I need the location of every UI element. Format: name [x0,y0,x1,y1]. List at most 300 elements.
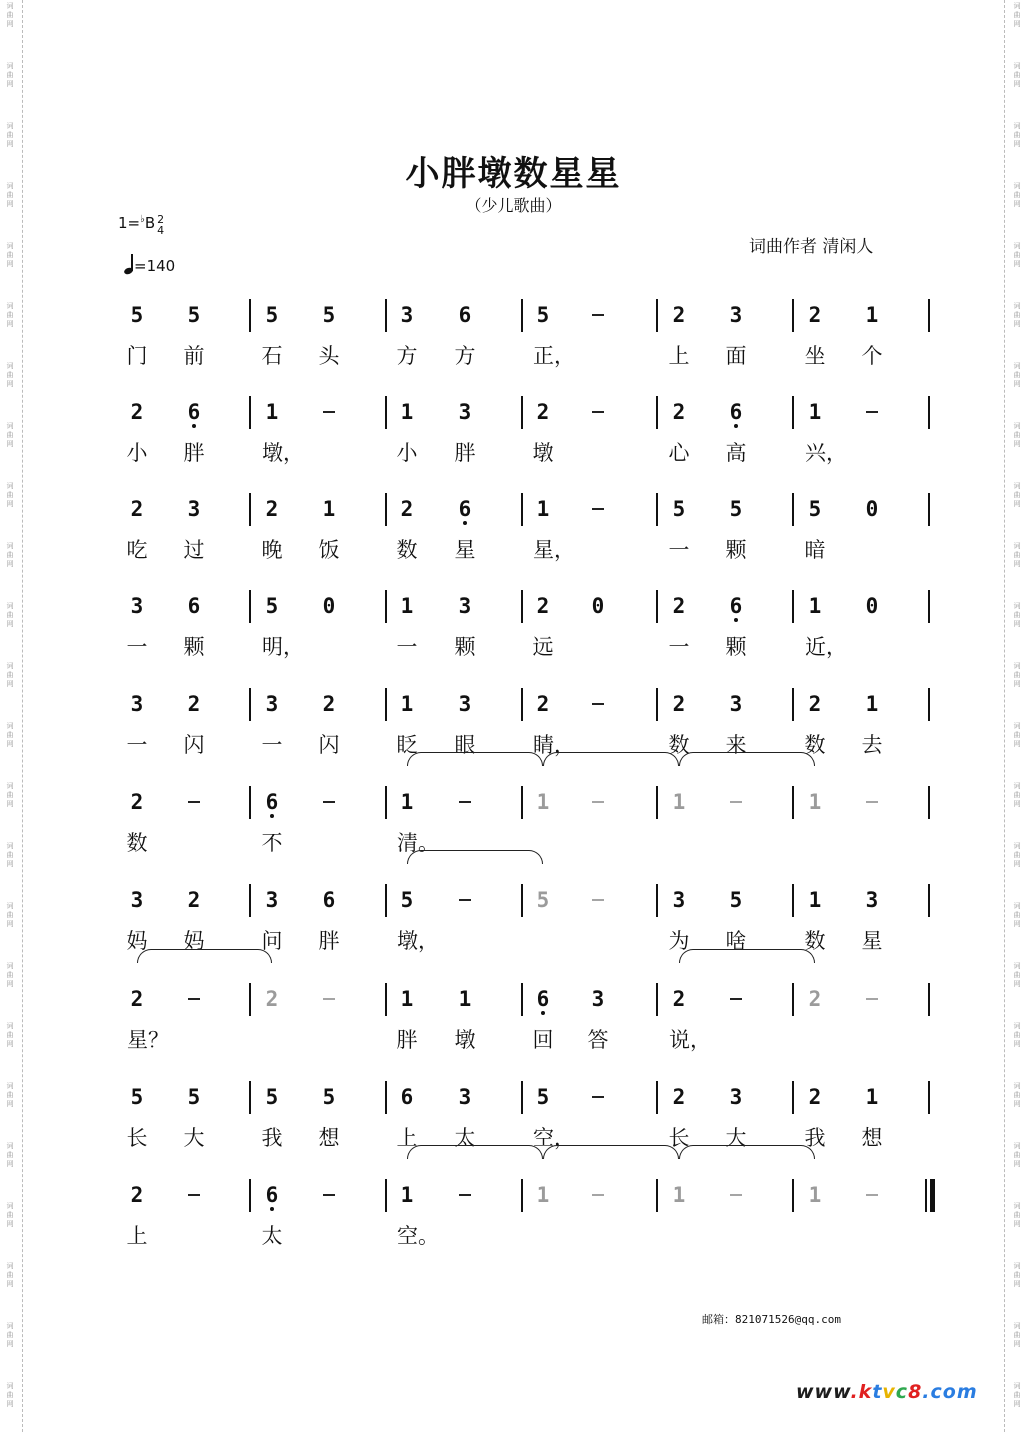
tie-arc [407,1145,543,1159]
logo-k: k [858,1381,873,1403]
barline [249,688,251,721]
time-bottom: 4 [157,224,165,237]
lyric-syllable: 小 [396,441,418,465]
note: 3 [130,594,144,618]
watermark-stamp: 词 曲 网 [1013,962,1021,988]
lyric-syllable: 墩， [262,441,304,465]
barline [385,983,387,1016]
extension-dash [592,508,604,510]
watermark-stamp: 词 曲 网 [1013,542,1021,568]
lyric-syllable: 一 [668,538,690,562]
lyric-syllable: 头 [318,344,340,368]
note: 1 [672,1183,686,1207]
lyric-syllable: 数 [804,929,826,953]
lyric-syllable: 我 [261,1126,283,1150]
lower-octave-dot [734,618,738,622]
barline [928,884,930,917]
extension-dash [592,899,604,901]
note: 2 [672,400,686,424]
extension-dash [866,411,878,413]
watermark-stamp: 词 曲 网 [6,722,14,748]
note: 1 [265,400,279,424]
watermark-stamp: 词 曲 网 [1013,722,1021,748]
note: 3 [265,692,279,716]
note: 1 [400,692,414,716]
note: 2 [130,497,144,521]
watermark-stamp: 词 曲 网 [6,662,14,688]
lyric-syllable: 眨 [396,733,418,757]
note: 5 [265,594,279,618]
note: 2 [130,987,144,1011]
lyric-syllable: 眼 [454,733,476,757]
lower-octave-dot [541,1011,545,1015]
lyric-syllable: 前 [183,344,205,368]
note: 6 [721,594,751,618]
note: 3 [265,888,279,912]
watermark-stamp: 词 曲 网 [6,962,14,988]
watermark-stamp: 词 曲 网 [1013,1142,1021,1168]
watermark-stamp: 词 曲 网 [6,1322,14,1348]
lyric-syllable: 一 [261,733,283,757]
note: 2 [130,790,144,814]
barline [792,1179,794,1212]
barline [385,1179,387,1212]
barline [249,299,251,332]
note: 5 [322,303,336,327]
note: 2 [808,987,822,1011]
watermark-stamp: 词 曲 网 [6,842,14,868]
note: 2 [808,303,822,327]
note: 6 [721,400,751,424]
barline [792,299,794,332]
barline [385,688,387,721]
lyric-syllable: 个 [861,344,883,368]
lyric-syllable: 空， [533,1126,575,1150]
note: 5 [187,303,201,327]
note: 2 [808,692,822,716]
note: 2 [536,400,550,424]
lyric-syllable: 门 [126,344,148,368]
lyric-syllable: 上 [396,1126,418,1150]
note: 1 [536,790,550,814]
logo-com: .com [922,1381,978,1403]
watermark-stamp: 词 曲 网 [6,602,14,628]
barline [656,786,658,819]
logo-c: c [895,1381,909,1403]
note: 2 [808,1085,822,1109]
quarter-note-icon [124,254,134,274]
note: 2 [265,497,279,521]
lyric-syllable: 正， [533,344,575,368]
barline [656,1179,658,1212]
note: 5 [808,497,822,521]
lyric-syllable: 胖 [454,441,476,465]
barline [928,688,930,721]
lyric-syllable: 大 [183,1126,205,1150]
lyric-syllable: 想 [861,1126,883,1150]
note: 5 [536,1085,550,1109]
note: 2 [265,987,279,1011]
note: 6 [322,888,336,912]
barline [792,884,794,917]
watermark-stamp: 词 曲 网 [6,422,14,448]
lyric-syllable: 兴， [805,441,847,465]
extension-dash [592,1096,604,1098]
barline [521,884,523,917]
barline [656,590,658,623]
note: 1 [808,1183,822,1207]
note: 3 [458,594,472,618]
note: 1 [808,888,822,912]
extension-dash [866,1194,878,1196]
watermark-stamp: 词 曲 网 [1013,842,1021,868]
extension-dash [866,801,878,803]
barline [385,590,387,623]
watermark-stamp: 词 曲 网 [6,242,14,268]
tie-arc [543,1145,679,1159]
song-title: 小胖墩数星星 [405,154,622,194]
lyric-syllable: 星？ [127,1028,169,1052]
watermark-stamp: 词 曲 网 [6,182,14,208]
note: 2 [187,692,201,716]
watermark-stamp: 词 曲 网 [6,302,14,328]
barline [792,1081,794,1114]
lyric-syllable: 颗 [454,635,476,659]
note: 6 [257,790,287,814]
barline [656,688,658,721]
barline [385,299,387,332]
note: 3 [591,987,605,1011]
barline [385,396,387,429]
watermark-stamp: 词 曲 网 [1013,302,1021,328]
barline [656,396,658,429]
note: 3 [458,692,472,716]
note: 1 [458,987,472,1011]
barline [792,983,794,1016]
watermark-stamp: 词 曲 网 [6,1382,14,1408]
barline [249,493,251,526]
barline [656,884,658,917]
barline [792,396,794,429]
extension-dash [592,703,604,705]
watermark-stamp: 词 曲 网 [1013,242,1021,268]
email-address: 邮箱：821071526@qq.com [702,1313,841,1326]
watermark-stamp: 词 曲 网 [6,1202,14,1228]
note: 6 [458,303,472,327]
lyric-syllable: 想 [318,1126,340,1150]
tie-arc [407,850,543,864]
barline [928,299,930,332]
tempo-value: =140 [134,257,176,275]
note: 1 [400,987,414,1011]
lyric-syllable: 一 [126,635,148,659]
note: 2 [536,692,550,716]
note: 5 [130,1085,144,1109]
barline [521,786,523,819]
extension-dash [592,411,604,413]
barline [385,884,387,917]
watermark-stamp: 词 曲 网 [1013,662,1021,688]
lyric-syllable: 答 [587,1028,609,1052]
watermark-stamp: 词 曲 网 [1013,782,1021,808]
lyric-syllable: 不 [261,831,283,855]
logo-t: t [872,1381,883,1403]
barline [792,590,794,623]
lower-octave-dot [270,814,274,818]
note: 5 [187,1085,201,1109]
lyric-syllable: 长 [126,1126,148,1150]
extension-dash [459,801,471,803]
note: 1 [400,400,414,424]
lyric-syllable: 长 [668,1126,690,1150]
watermark-stamp: 词 曲 网 [6,2,14,28]
watermark-stamp: 词 曲 网 [1013,2,1021,28]
barline [792,786,794,819]
barline [521,688,523,721]
lyric-syllable: 闪 [318,733,340,757]
lyric-syllable: 星 [454,538,476,562]
tempo-marking [124,254,175,275]
time-signature [157,214,164,236]
lyric-syllable: 数 [396,538,418,562]
note: 5 [729,888,743,912]
barline [385,786,387,819]
lower-octave-dot [463,521,467,525]
barline [249,396,251,429]
lyric-syllable: 数 [668,733,690,757]
watermark-stamp: 词 曲 网 [6,782,14,808]
note: 3 [130,692,144,716]
lyric-syllable: 过 [183,538,205,562]
site-logo [796,1381,978,1403]
watermark-stamp: 词 曲 网 [1013,182,1021,208]
note: 2 [672,987,686,1011]
lyric-syllable: 妈 [183,929,205,953]
note: 5 [130,303,144,327]
barline [928,786,930,819]
watermark-stamp: 词 曲 网 [1013,62,1021,88]
watermark-stamp: 词 曲 网 [1013,1382,1021,1408]
barline [928,590,930,623]
note: 5 [729,497,743,521]
lyric-syllable: 吃 [126,538,148,562]
tie-arc [679,752,815,766]
extension-dash [459,1194,471,1196]
lyric-syllable: 晚 [261,538,283,562]
score-row [0,493,1027,591]
note: 2 [672,303,686,327]
lyric-syllable: 空。 [397,1224,439,1248]
tie-arc [407,752,543,766]
watermark-stamp: 词 曲 网 [6,362,14,388]
note: 3 [729,692,743,716]
author-credit: 词曲作者 清闲人 [749,237,874,257]
lyric-syllable: 胖 [318,929,340,953]
barline [521,299,523,332]
note: 3 [672,888,686,912]
lyric-syllable: 近， [805,635,847,659]
lyric-syllable: 面 [725,344,747,368]
note: 1 [400,594,414,618]
lyric-syllable: 颗 [183,635,205,659]
extension-dash [188,801,200,803]
extension-dash [592,314,604,316]
note: 5 [265,1085,279,1109]
lyric-syllable: 胖 [396,1028,418,1052]
lyric-syllable: 颗 [725,635,747,659]
barline [521,1179,523,1212]
note: 0 [591,594,605,618]
note: 1 [536,497,550,521]
watermark-stamp: 词 曲 网 [1013,362,1021,388]
barline [521,590,523,623]
logo-v: v [882,1381,896,1403]
note: 3 [729,1085,743,1109]
barline [385,1081,387,1114]
barline [249,983,251,1016]
score-row [0,1081,1027,1179]
watermark-stamp: 词 曲 网 [1013,1202,1021,1228]
extension-dash [592,1194,604,1196]
note: 2 [130,400,144,424]
note: 1 [672,790,686,814]
score-row [0,786,1027,884]
watermark-stamp: 词 曲 网 [6,1082,14,1108]
note: 1 [865,692,879,716]
note: 3 [458,400,472,424]
lyric-syllable: 墩， [397,929,439,953]
extension-dash [323,801,335,803]
lyric-syllable: 问 [261,929,283,953]
barline [928,493,930,526]
note: 6 [450,497,480,521]
note: 5 [322,1085,336,1109]
score-row [0,1179,1027,1277]
note: 2 [672,594,686,618]
lyric-syllable: 一 [396,635,418,659]
barline [792,493,794,526]
watermark-stamp: 词 曲 网 [1013,1322,1021,1348]
logo-www: www [796,1381,851,1403]
watermark-stamp: 词 曲 网 [6,62,14,88]
watermark-stamp: 词 曲 网 [1013,422,1021,448]
lyric-syllable: 暗 [804,538,826,562]
lyric-syllable: 坐 [804,344,826,368]
watermark-stamp: 词 曲 网 [6,1022,14,1048]
note: 2 [130,1183,144,1207]
barline [249,884,251,917]
lyric-syllable: 远 [532,635,554,659]
lyric-syllable: 小 [126,441,148,465]
lyric-syllable: 星 [861,929,883,953]
watermark-stamp: 词 曲 网 [6,542,14,568]
key-note: B [144,214,156,232]
note: 3 [865,888,879,912]
barline [249,1081,251,1114]
score-row [0,299,1027,397]
extension-dash [188,1194,200,1196]
extension-dash [323,411,335,413]
note: 2 [322,692,336,716]
watermark-stamp: 词 曲 网 [6,1262,14,1288]
flat-sign: ♭ [140,214,145,225]
note: 5 [400,888,414,912]
key-prefix: 1= [118,214,141,232]
lyric-syllable: 清。 [397,831,439,855]
barline [656,983,658,1016]
note: 2 [536,594,550,618]
lyric-syllable: 数 [126,831,148,855]
lyric-syllable: 闪 [183,733,205,757]
barline [521,1081,523,1114]
lyric-syllable: 胖 [183,441,205,465]
watermark-stamp: 词 曲 网 [6,482,14,508]
barline [249,590,251,623]
barline [521,493,523,526]
lyric-syllable: 妈 [126,929,148,953]
note: 1 [808,400,822,424]
lyric-syllable: 啥 [725,929,747,953]
note: 3 [187,497,201,521]
watermark-stamp: 词 曲 网 [6,1142,14,1168]
time-top: 2 [157,213,165,226]
barline [928,983,930,1016]
tie-arc [679,949,815,963]
note: 2 [672,692,686,716]
tie-arc [679,1145,815,1159]
watermark-stamp: 词 曲 网 [6,122,14,148]
barline [656,493,658,526]
note: 0 [322,594,336,618]
watermark-stamp: 词 曲 网 [1013,1022,1021,1048]
lyric-syllable: 星， [533,538,575,562]
lyric-syllable: 我 [804,1126,826,1150]
lyric-syllable: 一 [126,733,148,757]
note: 3 [729,303,743,327]
lyric-syllable: 饭 [318,538,340,562]
note: 1 [808,594,822,618]
note: 6 [400,1085,414,1109]
extension-dash [459,899,471,901]
watermark-stamp: 词 曲 网 [1013,902,1021,928]
lyric-syllable: 墩 [532,441,554,465]
note: 3 [130,888,144,912]
barline [385,493,387,526]
note: 2 [400,497,414,521]
lyric-syllable: 睛， [533,733,575,757]
barline [792,688,794,721]
extension-dash [730,801,742,803]
note: 5 [536,303,550,327]
note: 3 [458,1085,472,1109]
lyric-syllable: 太 [261,1224,283,1248]
lyric-syllable: 方 [454,344,476,368]
lyric-syllable: 去 [861,733,883,757]
lyric-syllable: 太 [454,1126,476,1150]
note: 0 [865,594,879,618]
lyric-syllable: 方 [396,344,418,368]
score-row [0,590,1027,688]
watermark-stamp: 词 曲 网 [1013,482,1021,508]
extension-dash [323,998,335,1000]
note: 6 [179,400,209,424]
note: 1 [865,303,879,327]
lyric-syllable: 大 [725,1126,747,1150]
extension-dash [866,998,878,1000]
logo-8: 8 [908,1381,923,1403]
barline [928,1081,930,1114]
extension-dash [188,998,200,1000]
